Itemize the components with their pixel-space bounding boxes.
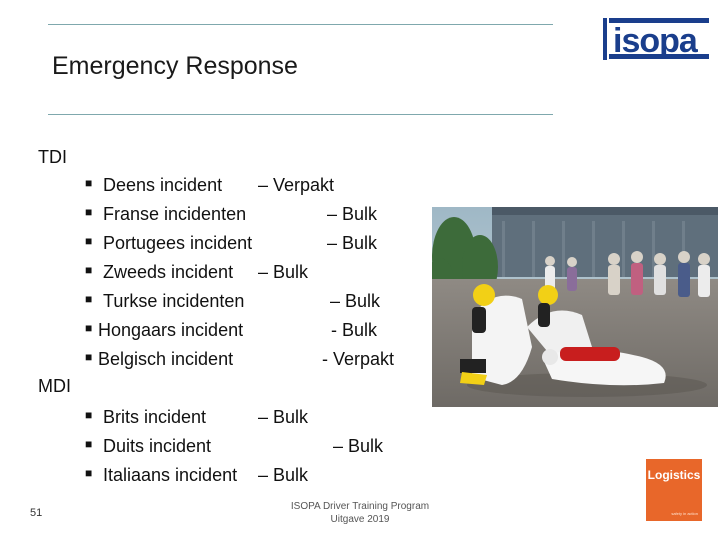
tdi-item-type: - Bulk <box>331 320 378 340</box>
mdi-item-type: – Bulk <box>258 407 309 427</box>
tdi-item-name: Deens incident <box>103 175 223 195</box>
logistics-badge <box>646 459 702 521</box>
square-bullet-icon: ■ <box>85 292 93 306</box>
tdi-item-name: Portugees incident <box>103 233 253 253</box>
top-rule <box>48 24 553 25</box>
square-bullet-icon: ■ <box>85 350 93 364</box>
mdi-item-name: Italiaans incident <box>103 465 238 485</box>
square-bullet-icon: ■ <box>85 408 93 422</box>
tdi-item-type: – Bulk <box>330 291 381 311</box>
footer <box>280 500 440 526</box>
mdi-item-name: Brits incident <box>103 407 207 427</box>
square-bullet-icon: ■ <box>85 176 93 190</box>
square-bullet-icon: ■ <box>85 263 93 277</box>
isopa-logo-icon <box>603 14 710 64</box>
tdi-item-name: Turkse incidenten <box>103 291 245 311</box>
square-bullet-icon: ■ <box>85 437 93 451</box>
mdi-item-name: Duits incident <box>103 436 212 456</box>
title-underline <box>48 114 553 115</box>
tdi-heading: TDI <box>38 147 67 167</box>
tdi-item-type: - Verpakt <box>322 349 395 369</box>
logistics-badge-label: Logistics <box>647 468 701 482</box>
page-number: 51 <box>30 507 43 519</box>
mdi-item-type: – Bulk <box>258 465 309 485</box>
tdi-item-type: – Verpakt <box>258 175 335 195</box>
tdi-item-type: – Bulk <box>327 204 378 224</box>
slide-title: Emergency Response <box>52 52 298 80</box>
logo-text: isopa <box>613 22 697 60</box>
square-bullet-icon: ■ <box>85 234 93 248</box>
square-bullet-icon: ■ <box>85 321 93 335</box>
tdi-item-name: Franse incidenten <box>103 204 247 224</box>
logistics-badge-tagline: safety in action <box>671 511 698 516</box>
mdi-heading: MDI <box>38 376 71 396</box>
tdi-item-name: Hongaars incident <box>98 320 244 340</box>
tdi-item-name: Zweeds incident <box>103 262 234 282</box>
square-bullet-icon: ■ <box>85 466 93 480</box>
square-bullet-icon: ■ <box>85 205 93 219</box>
mdi-item-type: – Bulk <box>333 436 384 456</box>
tdi-item-type: – Bulk <box>258 262 309 282</box>
tdi-item-name: Belgisch incident <box>98 349 234 369</box>
footer-line: Uitgave 2019 <box>330 514 390 525</box>
footer-line: ISOPA Driver Training Program <box>290 501 430 512</box>
emergency-responders-photo <box>432 207 718 407</box>
tdi-item-type: – Bulk <box>327 233 378 253</box>
